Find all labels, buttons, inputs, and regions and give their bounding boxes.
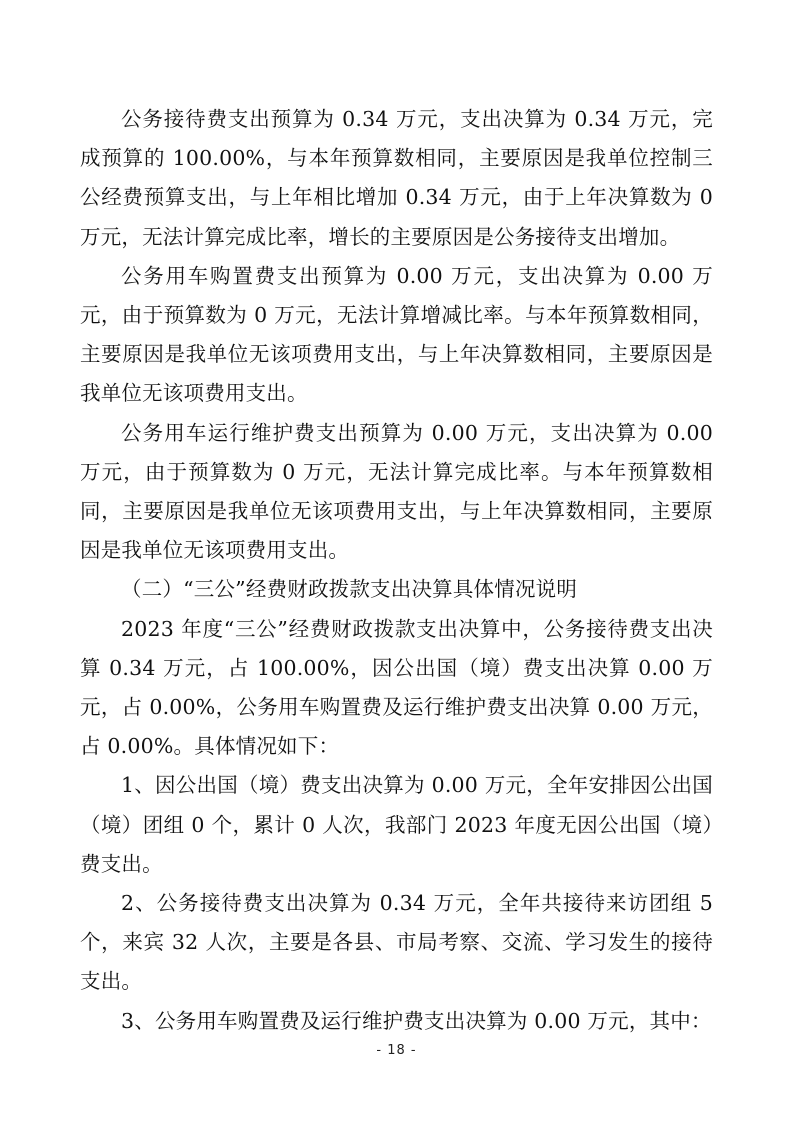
paragraph-item-2-reception: 2、公务接待费支出决算为 0.34 万元，全年共接待来访团组 5 个，来宾 32 人次，主要是各县、市局考察、交流、学习发生的接待支出。 [80, 891, 713, 994]
document-body [80, 100, 713, 1041]
paragraph-item-1-overseas: 1、因公出国（境）费支出决算为 0.00 万元，全年安排因公出国（境）团组 0 个，累计 0 人次，我部门 2023 年度无因公出国（境）费支出。 [80, 773, 713, 876]
paragraph-item-3-vehicle: 3、公务用车购置费及运行维护费支出决算为 0.00 万元，其中： [121, 1008, 712, 1033]
paragraph-reception-expense: 公务接待费支出预算为 0.34 万元，支出决算为 0.34 万元，完成预算的 100.00%，与本年预算数相同，主要原因是我单位控制三公经费预算支出，与上年相比增加 0.34 万元，由于上年决算数为 0 万元，无法计算完成比率，增长的主要原因是公务接待支出增加。 [80, 107, 713, 249]
paragraph-vehicle-purchase: 公务用车购置费支出预算为 0.00 万元，支出决算为 0.00 万元，由于预算数为 0 万元，无法计算增减比率。与本年预算数相同，主要原因是我单位无该项费用支出，与上年决算数相同，主要原因是我单位无该项费用支出。 [80, 263, 713, 406]
section-heading: （二）“三公”经费财政拨款支出决算具体情况说明 [121, 577, 578, 602]
paragraph-summary: 2023 年度“三公”经费财政拨款支出决算中，公务接待费支出决算 0.34 万元，占 100.00%，因公出国（境）费支出决算 0.00 万元，占 0.00%，公务用车购置费及运行维护费支出决算 0.00 万元，占 0.00%。具体情况如下： [80, 616, 713, 759]
page-number: - 18 - [376, 1043, 417, 1058]
paragraph-vehicle-maintenance: 公务用车运行维护费支出预算为 0.00 万元，支出决算为 0.00 万元，由于预算数为 0 万元，无法计算完成比率。与本年预算数相同，主要原因是我单位无该项费用支出，与上年决算数相同，主要原因是我单位无该项费用支出。 [80, 420, 713, 563]
